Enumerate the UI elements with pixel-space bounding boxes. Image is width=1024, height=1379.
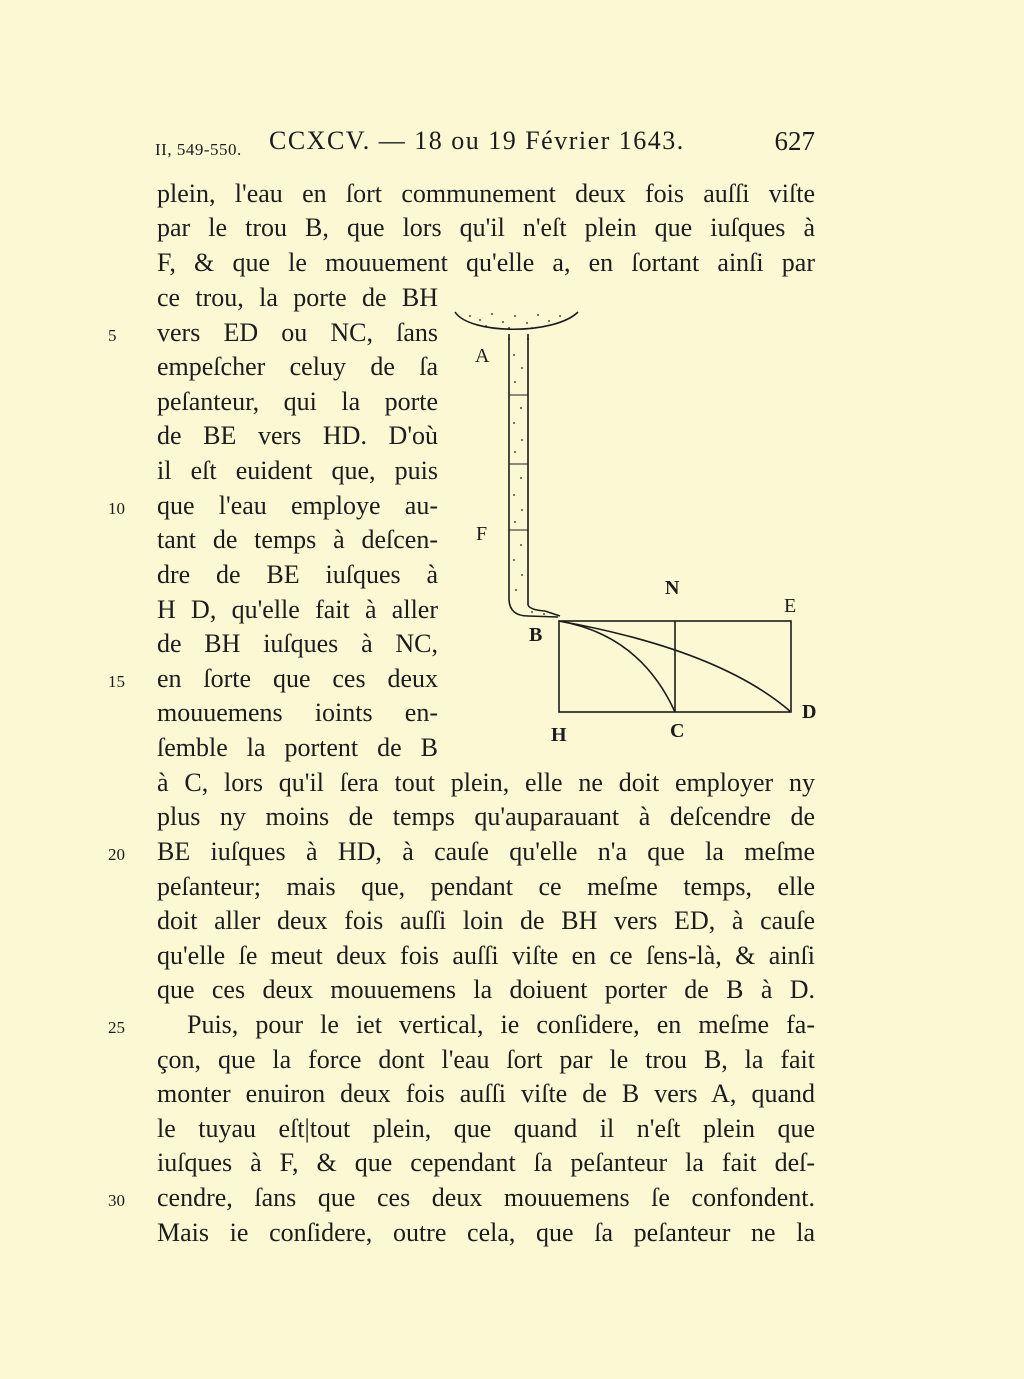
text-line: çon, que la force dont l'eau ſort par le trou B, la fait <box>157 1045 815 1074</box>
text-line: BE iuſques à HD, à cauſe qu'elle n'a que la meſme <box>157 837 815 866</box>
text-line: ce trou, la porte de BH <box>157 283 438 312</box>
line-number: 10 <box>108 499 125 518</box>
line-number: 15 <box>108 672 125 691</box>
text-line: à C, lors qu'il ſera tout plein, elle ne doit employer ny <box>157 768 815 797</box>
text-line: que ces deux mouuemens la doiuent porter de B à D. <box>157 975 815 1004</box>
text-line: il eſt euident que, puis <box>157 456 438 485</box>
water-jet-diagram <box>440 290 840 760</box>
text-line: monter enuiron deux fois auſſi viſte de B vers A, quand <box>157 1079 815 1108</box>
text-line: iuſques à F, & que cependant ſa peſanteur la fait deſ- <box>157 1148 815 1177</box>
label-a: A <box>475 345 490 367</box>
text-line: dre de BE iuſques à <box>157 560 438 589</box>
label-d: D <box>802 701 817 723</box>
text-line: F, & que le mouuement qu'elle a, en ſortant ainſi par <box>157 248 815 277</box>
label-f: F <box>476 523 488 545</box>
text-line: que l'eau employe au- <box>157 491 438 520</box>
text-line: qu'elle ſe meut deux fois auſſi viſte en ce ſens-là, & ainſi <box>157 941 815 970</box>
label-h: H <box>551 724 567 746</box>
text-line: cendre, ſans que ces deux mouuemens ſe confondent. <box>157 1183 815 1212</box>
page-number: 627 <box>774 126 815 156</box>
header-reference: II, 549-550. <box>155 140 242 159</box>
label-e: E <box>784 595 797 617</box>
text-line: plein, l'eau en ſort communement deux fois auſſi viſte <box>157 179 815 208</box>
text-line: peſanteur, qui la porte <box>157 387 438 416</box>
text-line: vers ED ou NC, ſans <box>157 318 438 347</box>
line-number: 20 <box>108 845 125 864</box>
text-line: le tuyau eſt|tout plein, que quand il n'eſt plein que <box>157 1114 815 1143</box>
text-line: tant de temps à deſcen- <box>157 525 438 554</box>
text-line: de BE vers HD. D'où <box>157 421 438 450</box>
text-line: Mais ie conſidere, outre cela, que ſa peſanteur ne la <box>157 1218 815 1247</box>
text-line: plus ny moins de temps qu'auparauant à deſcendre de <box>157 802 815 831</box>
text-line: empeſcher celuy de ſa <box>157 352 438 381</box>
trajectory-b-to-c <box>559 621 675 712</box>
text-line: ſemble la portent de B <box>157 733 438 762</box>
text-line: mouuemens ioints en- <box>157 698 438 727</box>
label-b: B <box>529 624 543 646</box>
label-n: N <box>665 577 680 599</box>
text-line: doit aller deux fois auſſi loin de BH vers ED, à cauſe <box>157 906 815 935</box>
label-c: C <box>670 720 685 742</box>
basin-outline <box>455 312 578 329</box>
text-line: Puis, pour le iet vertical, ie conſidere, en meſme fa- <box>187 1010 815 1039</box>
header-title: CCXCV. — 18 ou 19 Février 1643. <box>269 126 685 155</box>
text-line: peſanteur; mais que, pendant ce meſme temps, elle <box>157 872 815 901</box>
text-line: par le trou B, que lors qu'il n'eſt plein que iuſques à <box>157 213 815 242</box>
line-number: 5 <box>108 326 117 345</box>
text-line: H D, qu'elle fait à aller <box>157 595 438 624</box>
line-number: 25 <box>108 1018 125 1037</box>
running-header <box>155 126 817 166</box>
text-line: de BH iuſques à NC, <box>157 629 438 658</box>
text-line: en ſorte que ces deux <box>157 664 438 693</box>
line-number: 30 <box>108 1191 125 1210</box>
